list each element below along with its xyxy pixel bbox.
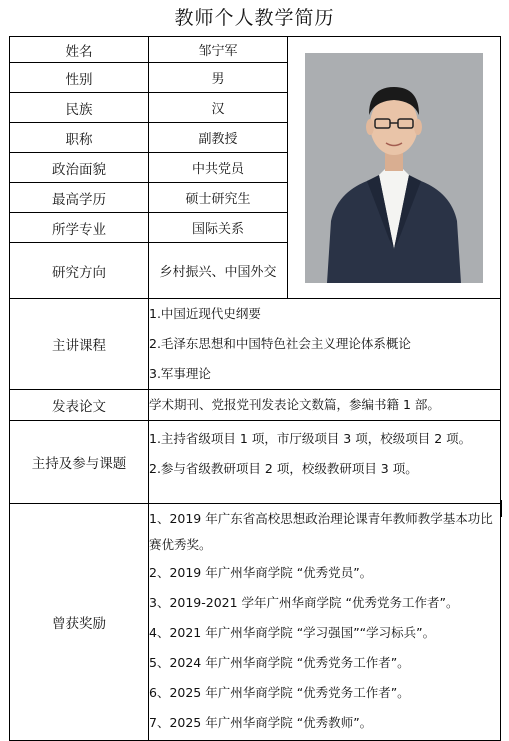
courses-row bbox=[10, 299, 501, 390]
gender-value: 男 bbox=[149, 63, 288, 93]
page-title: 教师个人教学简历 bbox=[174, 7, 335, 29]
papers-label: 发表论文 bbox=[10, 390, 149, 421]
award-item: 6、2025 年广州华商学院 “优秀党务工作者”。 bbox=[149, 685, 410, 700]
education-value: 硕士研究生 bbox=[149, 183, 288, 213]
major-label: 所学专业 bbox=[10, 213, 149, 243]
projects-content bbox=[149, 421, 501, 504]
name-value: 邹宁军 bbox=[149, 37, 288, 63]
name-label: 姓名 bbox=[10, 37, 149, 63]
political-label: 政治面貌 bbox=[10, 153, 149, 183]
projects-row bbox=[10, 421, 501, 504]
award-item: 2、2019 年广州华商学院 “优秀党员”。 bbox=[149, 565, 373, 580]
award-item: 4、2021 年广州华商学院 “学习强国”“学习标兵”。 bbox=[149, 625, 436, 640]
resume-table bbox=[9, 36, 501, 741]
project-item: 1.主持省级项目 1 项，市厅级项目 3 项，校级项目 2 项。 bbox=[149, 431, 472, 446]
course-item: 2.毛泽东思想和中国特色社会主义理论体系概论 bbox=[149, 336, 411, 351]
title-label: 职称 bbox=[10, 123, 149, 153]
awards-content bbox=[149, 504, 501, 741]
courses-label: 主讲课程 bbox=[10, 299, 149, 390]
award-item: 5、2024 年广州华商学院 “优秀党务工作者”。 bbox=[149, 655, 410, 670]
photo-cell bbox=[288, 37, 501, 299]
projects-label: 主持及参与课题 bbox=[10, 421, 149, 504]
award-item: 7、2025 年广州华商学院 “优秀教师”。 bbox=[149, 715, 373, 730]
course-item: 1.中国近现代史纲要 bbox=[149, 306, 261, 321]
portrait-photo bbox=[305, 53, 483, 283]
title-value: 副教授 bbox=[149, 123, 288, 153]
ethnicity-value: 汉 bbox=[149, 93, 288, 123]
award-item: 3、2019-2021 学年广州华商学院 “优秀党务工作者”。 bbox=[149, 595, 459, 610]
text-cursor bbox=[501, 500, 502, 517]
profile-row-name bbox=[10, 37, 501, 63]
research-label: 研究方向 bbox=[10, 243, 149, 299]
awards-label: 曾获奖励 bbox=[10, 504, 149, 741]
courses-content bbox=[149, 299, 501, 390]
ethnicity-label: 民族 bbox=[10, 93, 149, 123]
political-value: 中共党员 bbox=[149, 153, 288, 183]
papers-row bbox=[10, 390, 501, 421]
awards-row bbox=[10, 504, 501, 741]
papers-content bbox=[149, 390, 501, 421]
gender-label: 性别 bbox=[10, 63, 149, 93]
project-item: 2.参与省级教研项目 2 项，校级教研项目 3 项。 bbox=[149, 461, 418, 476]
research-value: 乡村振兴、中国外交 bbox=[149, 243, 288, 299]
award-item: 1、2019 年广东省高校思想政治理论课青年教师教学基本功比赛优秀奖。 bbox=[149, 511, 493, 552]
course-item: 3.军事理论 bbox=[149, 366, 211, 381]
major-value: 国际关系 bbox=[149, 213, 288, 243]
education-label: 最高学历 bbox=[10, 183, 149, 213]
papers-text: 学术期刊、党报党刊发表论文数篇，参编书籍 1 部。 bbox=[149, 397, 440, 412]
